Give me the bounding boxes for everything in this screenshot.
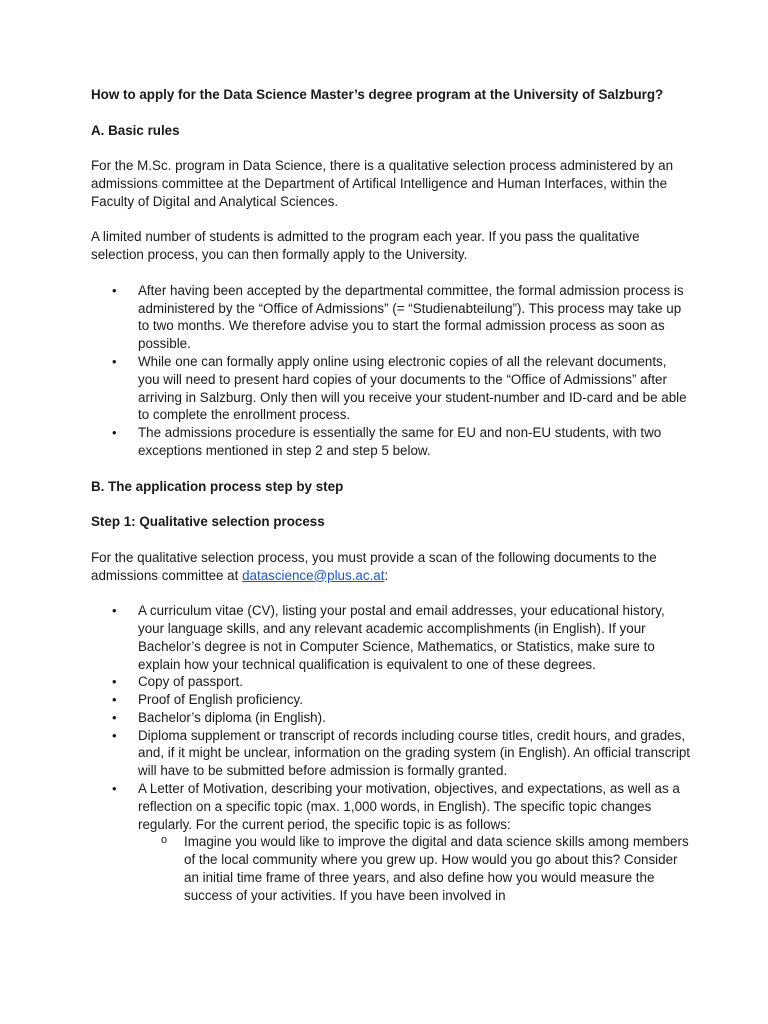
list-item bbox=[91, 780, 691, 905]
list-item: • Diploma supplement or transcript of records including course titles, credit hours, and grades, and, if it might be unclear, information on the grading system (in English). An official transcript will have to be submitted before admission is formally granted. bbox=[91, 727, 691, 780]
list-item: • Copy of passport. bbox=[91, 673, 691, 691]
step-1-intro bbox=[91, 549, 691, 585]
section-a-heading: A. Basic rules bbox=[91, 122, 180, 138]
sub-list-item: o Imagine you would like to improve the digital and data science skills among members of the local community where you grew up. How would you go about this? Consider an initial time frame of three years, and also define how you would measure the success of your activities. If you have been involved in bbox=[138, 833, 691, 904]
step-1-document-list bbox=[91, 602, 691, 905]
section-a-bullet-list bbox=[91, 282, 691, 460]
list-item: • The admissions procedure is essentially the same for EU and non-EU students, with two exceptions mentioned in step 2 and step 5 below. bbox=[91, 424, 691, 460]
list-item: • Bachelor’s diploma (in English). bbox=[91, 709, 691, 727]
list-item: • While one can formally apply online using electronic copies of all the relevant documents, you will need to present hard copies of your documents to the “Office of Admissions” after arriving in Salzburg. Only then will you receive your student-number and ID-card and be able to complete the enrollment process. bbox=[91, 353, 691, 424]
email-link[interactable]: datascience@plus.ac.at bbox=[242, 567, 385, 583]
step-1-intro-suffix: : bbox=[384, 567, 389, 583]
step-1-heading: Step 1: Qualitative selection process bbox=[91, 514, 325, 530]
list-item: • After having been accepted by the departmental committee, the formal admission process is administered by the “Office of Admissions” (= “Studienabteilung”). This process may take up to two months. We therefore advise you to start the formal admission process as soon as possible. bbox=[91, 282, 691, 353]
list-item: • A curriculum vitae (CV), listing your postal and email addresses, your educational history, your language skills, and any relevant academic accomplishments (in English). If your Bachelor’s degree is not in Computer Science, Mathematics, or Statistics, make sure to explain how your technical qualification is equivalent to one of these degrees. bbox=[91, 602, 691, 673]
list-item-text: A Letter of Motivation, describing your motivation, objectives, and expectations, as well as a reflection on a specific topic (max. 1,000 words, in English). The specific topic changes regularly. For the current period, the specific topic is as follows: bbox=[138, 781, 680, 832]
step-1-intro-text: For the qualitative selection process, you must provide a scan of the following documents to the admissions committee at bbox=[91, 549, 657, 583]
sub-bullet-list bbox=[138, 833, 691, 904]
section-b-heading: B. The application process step by step bbox=[91, 478, 344, 494]
document-title: How to apply for the Data Science Master’s degree program at the University of Salzburg? bbox=[91, 87, 664, 102]
section-a-paragraph-1: For the M.Sc. program in Data Science, there is a qualitative selection process administered by an admissions committee at the Department of Artifical Intelligence and Human Interfaces, within the Faculty of Digital and Analytical Sciences. bbox=[91, 158, 674, 209]
section-a-paragraph-2: A limited number of students is admitted to the program each year. If you pass the qualitative selection process, you can then formally apply to the University. bbox=[91, 229, 640, 263]
document-page bbox=[91, 86, 691, 905]
list-item: • Proof of English proficiency. bbox=[91, 691, 691, 709]
